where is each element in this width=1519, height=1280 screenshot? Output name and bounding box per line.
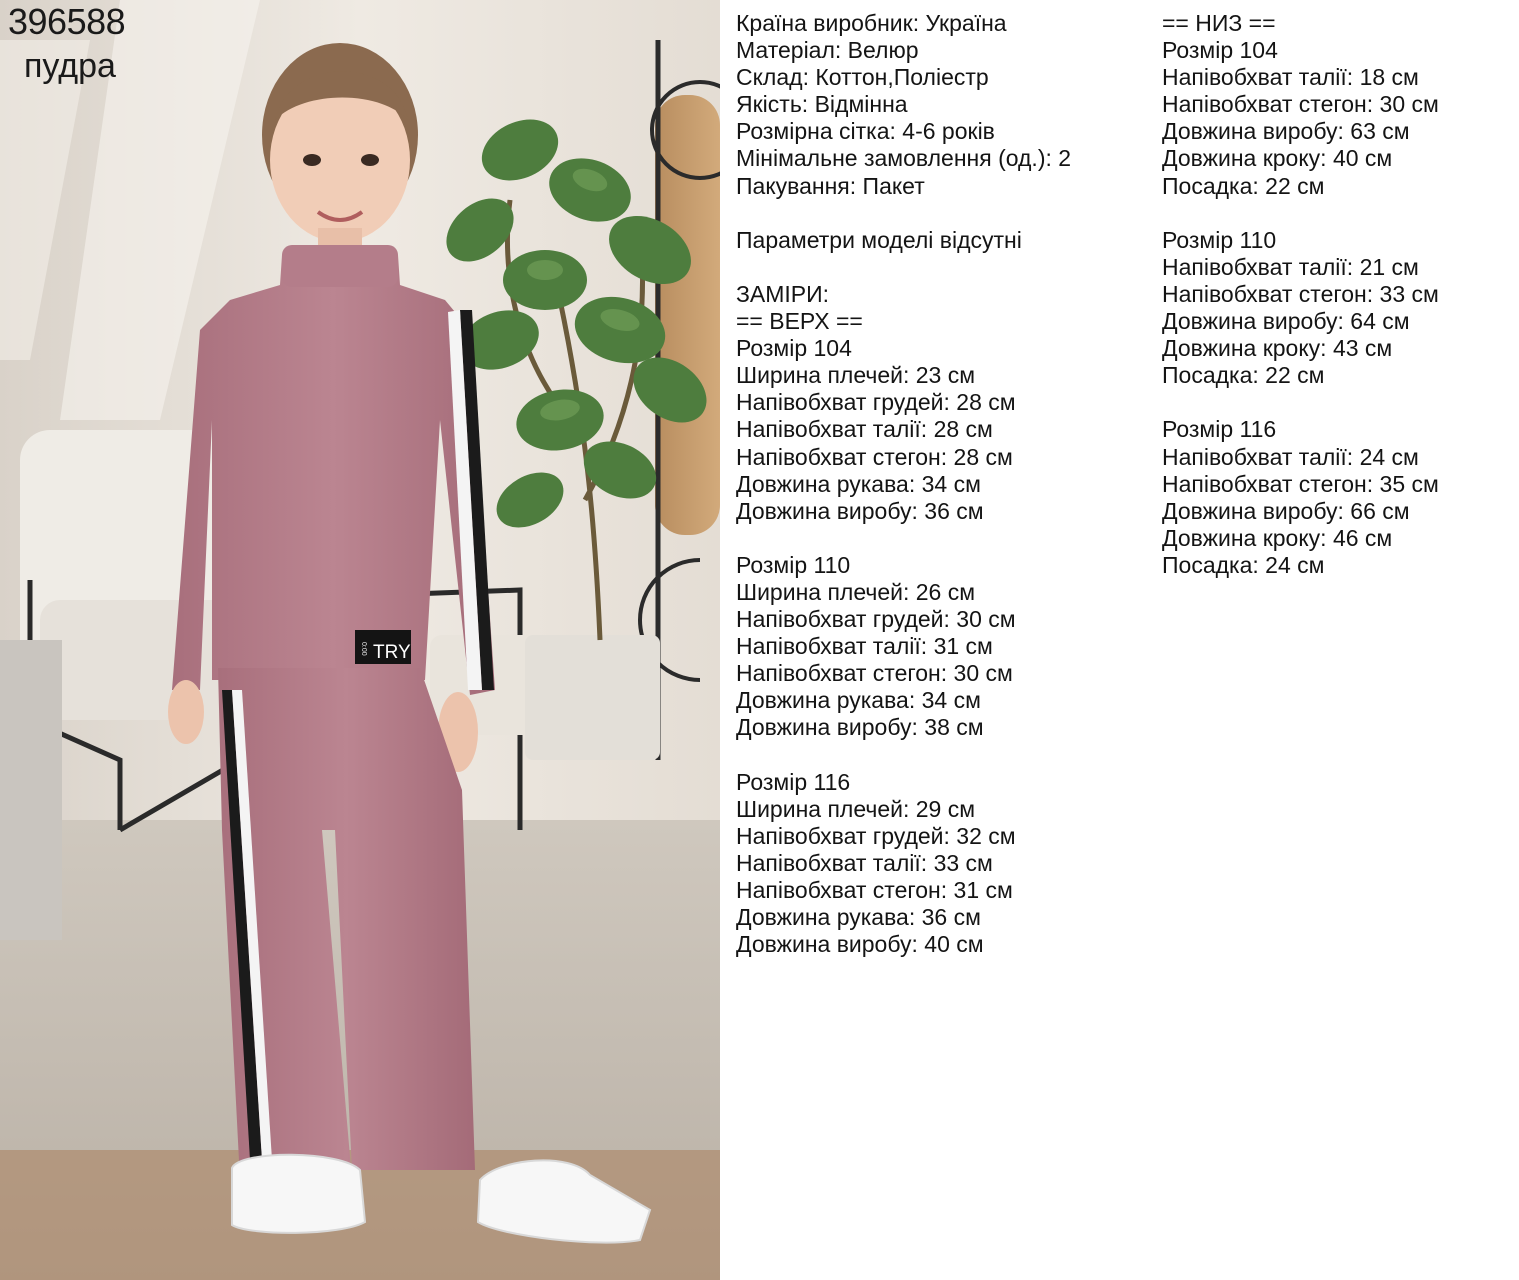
measurement-line: Напівобхват стегон: 31 см bbox=[736, 877, 1013, 903]
measurement-line: Напівобхват талії: 24 см bbox=[1162, 443, 1419, 470]
measurement-line: Напівобхват талії: 31 см bbox=[736, 633, 993, 660]
measurement-line: Напівобхват талії: 33 см bbox=[736, 849, 993, 876]
hand bbox=[168, 680, 204, 744]
product-photo bbox=[0, 0, 720, 1280]
measurement-line: Довжина виробу: 36 см bbox=[736, 497, 984, 524]
measurement-line: Довжина рукава: 34 см bbox=[736, 470, 981, 497]
measurement-line: Напівобхват грудей: 28 см bbox=[736, 389, 1016, 416]
measurement-line: Довжина кроку: 46 см bbox=[1162, 524, 1393, 551]
measurement-line: Напівобхват стегон: 35 см bbox=[1162, 470, 1439, 497]
bottom-size-label: Розмір 116 bbox=[1162, 416, 1277, 443]
top-size-label: Розмір 116 bbox=[736, 768, 851, 795]
detail-packaging: Пакування: Пакет bbox=[736, 172, 925, 199]
top-heading: == ВЕРХ == bbox=[736, 308, 863, 335]
measurement-line: Напівобхват стегон: 28 см bbox=[736, 443, 1013, 470]
measurement-line: Напівобхват стегон: 33 см bbox=[1162, 280, 1439, 307]
measurement-line: Довжина кроку: 40 см bbox=[1162, 145, 1393, 172]
top-size-label: Розмір 110 bbox=[736, 551, 851, 578]
brand-tag-label: TRY bbox=[373, 642, 411, 663]
product-color: пудра bbox=[24, 47, 116, 85]
measurement-line: Довжина виробу: 38 см bbox=[736, 714, 984, 741]
bottom-heading: == НИЗ == bbox=[1162, 10, 1276, 36]
measurement-line: Довжина рукава: 34 см bbox=[736, 687, 981, 714]
detail-model-params: Параметри моделі відсутні bbox=[736, 226, 1022, 253]
concrete-block bbox=[0, 640, 62, 940]
bottom-size-label: Розмір 104 bbox=[1162, 37, 1278, 64]
measurement-line: Довжина рукава: 36 см bbox=[736, 904, 981, 931]
measurement-line: Ширина плечей: 26 см bbox=[736, 578, 976, 605]
measurement-line: Напівобхват стегон: 30 см bbox=[1162, 91, 1439, 118]
product-photo-illustration bbox=[0, 0, 720, 1280]
eye bbox=[303, 154, 321, 166]
measurement-line: Посадка: 24 см bbox=[1162, 551, 1325, 578]
measurement-line: Ширина плечей: 29 см bbox=[736, 795, 976, 822]
detail-country: Країна виробник: Україна bbox=[736, 10, 1007, 36]
brand-tag-small: 0:00 bbox=[360, 642, 367, 656]
detail-size-range: Розмірна сітка: 4-6 років bbox=[736, 118, 995, 145]
measurement-line: Ширина плечей: 23 см bbox=[736, 362, 976, 389]
measurements-title: ЗАМІРИ: bbox=[736, 280, 830, 307]
top-size-label: Розмір 104 bbox=[736, 335, 852, 362]
bottom-measurements-column bbox=[1162, 10, 1512, 579]
product-sku: 396588 bbox=[8, 1, 126, 42]
measurement-line: Напівобхват грудей: 32 см bbox=[736, 822, 1016, 849]
measurement-line: Довжина виробу: 40 см bbox=[736, 931, 984, 958]
measurement-line: Напівобхват талії: 28 см bbox=[736, 416, 993, 443]
measurement-line: Довжина виробу: 64 см bbox=[1162, 308, 1410, 335]
measurement-line: Напівобхват талії: 21 см bbox=[1162, 253, 1419, 280]
eye bbox=[361, 154, 379, 166]
measurement-line: Довжина кроку: 43 см bbox=[1162, 335, 1393, 362]
collar bbox=[282, 245, 398, 287]
measurement-line: Напівобхват стегон: 30 см bbox=[736, 660, 1013, 687]
sneaker-left bbox=[232, 1155, 365, 1233]
detail-quality: Якість: Відмінна bbox=[736, 91, 908, 118]
measurement-line: Довжина виробу: 66 см bbox=[1162, 497, 1410, 524]
details-column bbox=[736, 10, 1146, 958]
plant-pot bbox=[525, 635, 660, 760]
bottom-size-label: Розмір 110 bbox=[1162, 226, 1277, 253]
measurement-line: Довжина виробу: 63 см bbox=[1162, 118, 1410, 145]
detail-min-order: Мінімальне замовлення (од.): 2 bbox=[736, 145, 1072, 172]
detail-composition: Склад: Коттон,Поліестр bbox=[736, 64, 989, 91]
detail-material: Матеріал: Велюр bbox=[736, 37, 919, 64]
measurement-line: Посадка: 22 см bbox=[1162, 362, 1325, 389]
measurement-line: Посадка: 22 см bbox=[1162, 172, 1325, 199]
measurement-line: Напівобхват талії: 18 см bbox=[1162, 64, 1419, 91]
measurement-line: Напівобхват грудей: 30 см bbox=[736, 606, 1016, 633]
